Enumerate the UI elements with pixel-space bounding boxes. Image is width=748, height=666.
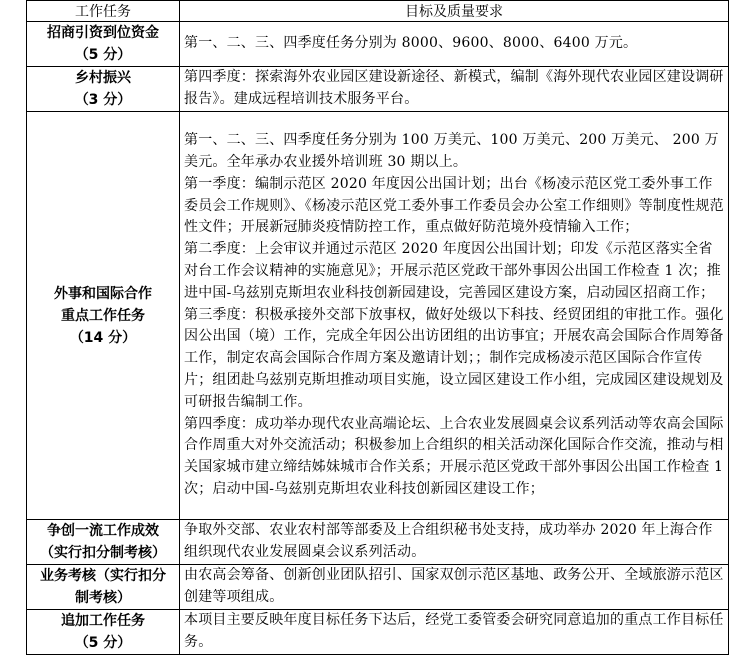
- task-line: 制考核）: [75, 590, 131, 606]
- task-line: （3 分）: [74, 92, 132, 108]
- task-line: 外事和国际合作: [54, 285, 152, 302]
- task-table: [26, 0, 729, 655]
- requirement-text: 第三季度：积极承接外交部下放事权，做好处级以下科技、经贸团组的审批工作。强化因公出国（境）工作，完成全年因公出访团组的出访事宜；开展农高会国际合作周筹备工作，制定农高会国际合作周方案及邀请计划；；制作完成杨凌示范区国际合作宣传片；组团赴乌兹别克斯坦推动项目实施，设立园区建设工作小组，完成园区建设规划及可研报告编制工作。: [184, 306, 724, 410]
- task-line: 业务考核（实行扣分: [40, 568, 166, 584]
- task-cell: [27, 22, 180, 67]
- task-line: （14 分）: [69, 329, 137, 346]
- header-task: 工作任务: [27, 1, 180, 22]
- requirement-text: 争取外交部、农业农村部等部委及上合组织秘书处支持，成功举办 2020 年上海合作组织现代农业发展圆桌会议系列活动。: [184, 522, 713, 560]
- requirement-cell: [180, 520, 729, 565]
- task-cell: [27, 520, 180, 565]
- task-cell: [27, 112, 180, 520]
- task-line: （实行扣分制考核）: [40, 545, 166, 561]
- task-line: 乡村振兴: [75, 70, 131, 86]
- table-row: [27, 520, 729, 565]
- task-line: 追加工作任务: [61, 613, 145, 629]
- task-line: （5 分）: [74, 47, 132, 63]
- requirement-cell: [180, 610, 729, 655]
- requirement-cell: [180, 565, 729, 610]
- task-line: 招商引资到位资金: [47, 25, 159, 41]
- table-row: [27, 112, 729, 520]
- table-row: [27, 610, 729, 655]
- requirement-cell: [180, 67, 729, 112]
- table-row: [27, 22, 729, 67]
- requirement-text: 第二季度：上会审议并通过示范区 2020 年度因公出国计划；印发《示范区落实全省对台工作会议精神的实施意见》；开展示范区党政干部外事因公出国工作检查 1 次；推进中国-乌兹别克斯坦农业科技创新园建设，完善园区建设方案，启动园区招商工作；: [184, 241, 721, 301]
- requirement-text: 第一、二、三、四季度任务分别为 100 万美元、100 万美元、200 万美元、 200 万美元。全年承办农业援外培训班 30 期以上。: [184, 132, 719, 171]
- task-cell: [27, 67, 180, 112]
- task-cell: [27, 565, 180, 610]
- requirement-text: 第四季度：成功举办现代农业高端论坛、上合农业发展圆桌会议系列活动等农高会国际合作周重大对外交流活动；积极参加上合组织的相关活动深化国际合作交流，推动与相关国家城市建立缔结姊妹城市合作关系；开展示范区党政干部外事因公出国工作检查 1 次；启动中国-乌兹别克斯坦农业科技创新园区建设工作；: [184, 415, 724, 497]
- task-line: （5 分）: [74, 635, 132, 651]
- task-line: 争创一流工作成效: [47, 523, 159, 539]
- requirement-cell: [180, 112, 729, 520]
- requirement-cell: [180, 22, 729, 67]
- requirement-text: 第一季度：编制示范区 2020 年度因公出国计划；出台《杨凌示范区党工委外事工作委员会工作规则》、《杨凌示范区党工委外事工作委员会办公室工作细则》等制度性规范性文件；开展新冠肺炎疫情防控工作，重点做好防范境外疫情输入工作；: [184, 175, 724, 236]
- header-requirements: 目标及质量要求: [180, 1, 729, 22]
- requirement-text: 第四季度：探索海外农业园区建设新途径、新模式，编制《海外现代农业园区建设调研报告》。建成远程培训技术服务平台。: [184, 69, 724, 107]
- header-row: [27, 1, 729, 22]
- table-row: [27, 67, 729, 112]
- task-line: 重点工作任务: [61, 307, 145, 324]
- table-row: [27, 565, 729, 610]
- requirement-text: 本项目主要反映年度目标任务下达后，经党工委管委会研究同意追加的重点工作目标任务。: [184, 612, 724, 650]
- requirement-text: 第一、二、三、四季度任务分别为 8000、9600、8000、6400 万元。: [184, 35, 638, 52]
- task-cell: [27, 610, 180, 655]
- requirement-text: 由农高会筹备、创新创业团队招引、国家双创示范区基地、政务公开、全域旅游示范区创建等项组成。: [184, 567, 724, 605]
